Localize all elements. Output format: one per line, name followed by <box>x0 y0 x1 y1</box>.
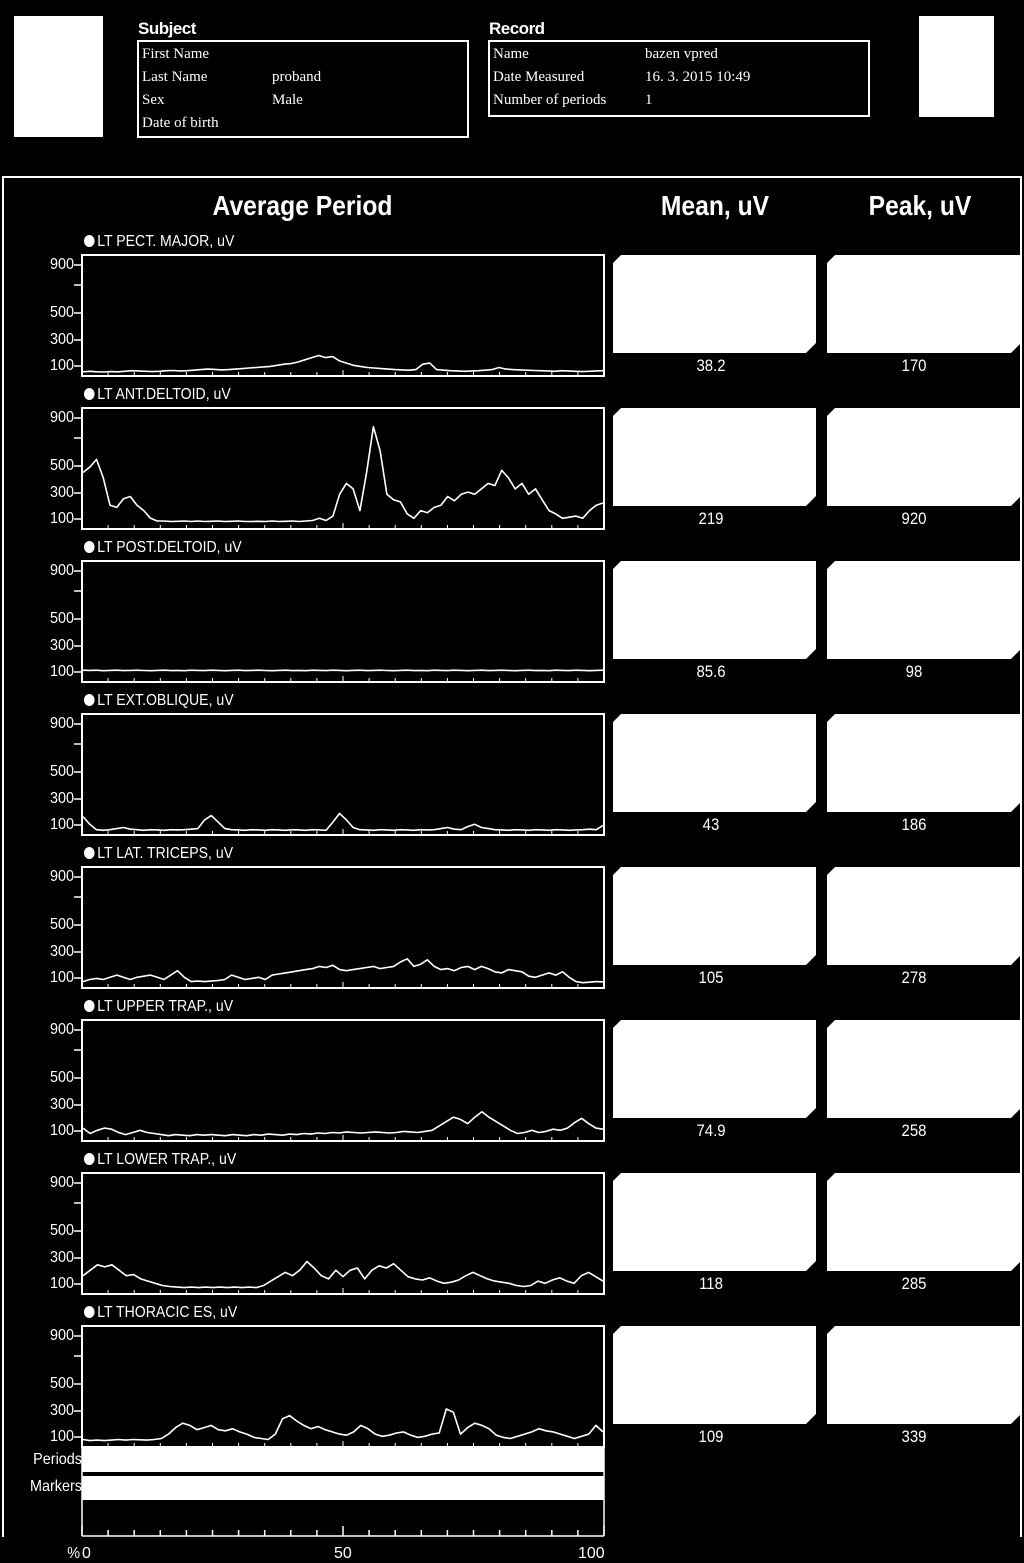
y-tick-label: 100 <box>49 1428 74 1445</box>
y-tick-label: 900 <box>49 1174 74 1191</box>
y-tick-label: 100 <box>49 663 74 680</box>
y-tick-label: 900 <box>49 868 74 885</box>
record-name-label: Name <box>493 46 529 62</box>
mean-value-2: 85.6 <box>696 662 726 681</box>
periods-bar <box>82 1448 604 1472</box>
record-date-label: Date Measured <box>493 69 585 85</box>
channel-name: LT UPPER TRAP., uV <box>97 998 234 1015</box>
y-tick-label: 300 <box>49 1249 74 1266</box>
emg-series-line-6 <box>83 1262 603 1288</box>
y-tick-label: 300 <box>49 484 74 501</box>
plot-frame-5 <box>82 1020 604 1141</box>
peak-value-5: 258 <box>901 1121 927 1140</box>
y-tick-label: 100 <box>49 969 74 986</box>
y-tick-label: 900 <box>49 256 74 273</box>
subject-last-name-label: Last Name <box>142 69 208 85</box>
plot-frame-1 <box>82 408 604 529</box>
y-tick-label: 900 <box>49 1021 74 1038</box>
channel-name: LT POST.DELTOID, uV <box>97 539 242 556</box>
mean-header: Mean, uV <box>660 190 770 221</box>
y-tick-label: 300 <box>49 1402 74 1419</box>
x-tick-0: 0 <box>82 1545 91 1562</box>
channel-name: LT EXT.OBLIQUE, uV <box>97 692 234 709</box>
peak-value-7: 339 <box>901 1427 927 1446</box>
mean-value-0: 38.2 <box>696 356 726 375</box>
mean-value-4: 105 <box>698 968 724 987</box>
subject-dob-label: Date of birth <box>142 115 219 131</box>
y-tick-label: 500 <box>49 457 74 474</box>
channel-name: LT LOWER TRAP., uV <box>97 1151 237 1168</box>
markers-bar <box>82 1476 604 1500</box>
channel-name: LT LAT. TRICEPS, uV <box>97 845 234 862</box>
y-tick-label: 100 <box>49 1122 74 1139</box>
x-tick-50: 50 <box>334 1545 352 1562</box>
y-tick-label: 500 <box>49 763 74 780</box>
peak-header: Peak, uV <box>868 190 972 221</box>
peak-value-6: 285 <box>901 1274 927 1293</box>
markers-label: Markers <box>29 1478 82 1495</box>
emg-series-line-3 <box>83 813 603 830</box>
plot-frame-2 <box>82 561 604 682</box>
y-tick-label: 500 <box>49 1069 74 1086</box>
emg-series-line-7 <box>83 1409 603 1441</box>
y-tick-label: 500 <box>49 1375 74 1392</box>
x-tick-100: 100 <box>578 1545 605 1562</box>
y-tick-label: 100 <box>49 357 74 374</box>
peak-value-4: 278 <box>901 968 927 987</box>
peak-value-2: 98 <box>905 662 923 681</box>
peak-value-3: 186 <box>901 815 927 834</box>
subject-last-name-value: proband <box>272 69 322 85</box>
mean-value-6: 118 <box>699 1274 723 1293</box>
record-title: Record <box>489 19 545 38</box>
emg-series-line-1 <box>83 427 603 522</box>
y-tick-label: 500 <box>49 304 74 321</box>
emg-series-line-4 <box>83 959 603 983</box>
y-tick-label: 300 <box>49 790 74 807</box>
y-tick-label: 300 <box>49 1096 74 1113</box>
channel-name: LT THORACIC ES, uV <box>97 1304 238 1321</box>
y-tick-label: 100 <box>49 510 74 527</box>
mean-value-5: 74.9 <box>696 1121 726 1140</box>
y-tick-label: 100 <box>49 816 74 833</box>
subject-title: Subject <box>138 19 196 38</box>
subject-sex-label: Sex <box>142 92 165 108</box>
emg-series-line-2 <box>83 670 603 671</box>
emg-series-line-0 <box>83 356 603 373</box>
y-tick-label: 900 <box>49 1327 74 1344</box>
record-periods-value: 1 <box>645 92 653 108</box>
y-tick-label: 500 <box>49 916 74 933</box>
plot-frame-7 <box>82 1326 604 1447</box>
record-name-value: bazen vpred <box>645 46 718 62</box>
y-tick-label: 100 <box>49 1275 74 1292</box>
y-tick-label: 500 <box>49 1222 74 1239</box>
y-tick-label: 900 <box>49 409 74 426</box>
mean-value-7: 109 <box>698 1427 724 1446</box>
y-tick-label: 500 <box>49 610 74 627</box>
y-tick-label: 900 <box>49 562 74 579</box>
chart-title: Average Period <box>212 190 393 221</box>
peak-value-0: 170 <box>901 356 927 375</box>
y-tick-label: 300 <box>49 943 74 960</box>
mean-value-1: 219 <box>698 509 724 528</box>
y-tick-label: 300 <box>49 637 74 654</box>
subject-sex-value: Male <box>272 92 303 108</box>
x-axis-unit: % <box>67 1545 80 1562</box>
channel-name: LT PECT. MAJOR, uV <box>97 233 235 250</box>
periods-label: Periods <box>33 1451 82 1468</box>
y-tick-label: 300 <box>49 331 74 348</box>
y-tick-label: 900 <box>49 715 74 732</box>
emg-series-line-5 <box>83 1112 603 1136</box>
channel-name: LT ANT.DELTOID, uV <box>97 386 231 403</box>
mean-value-3: 43 <box>702 815 720 834</box>
record-date-value: 16. 3. 2015 10:49 <box>645 69 751 85</box>
subject-first-name-label: First Name <box>142 46 210 62</box>
peak-value-1: 920 <box>901 509 927 528</box>
plot-frame-0 <box>82 255 604 376</box>
record-periods-label: Number of periods <box>493 92 607 108</box>
